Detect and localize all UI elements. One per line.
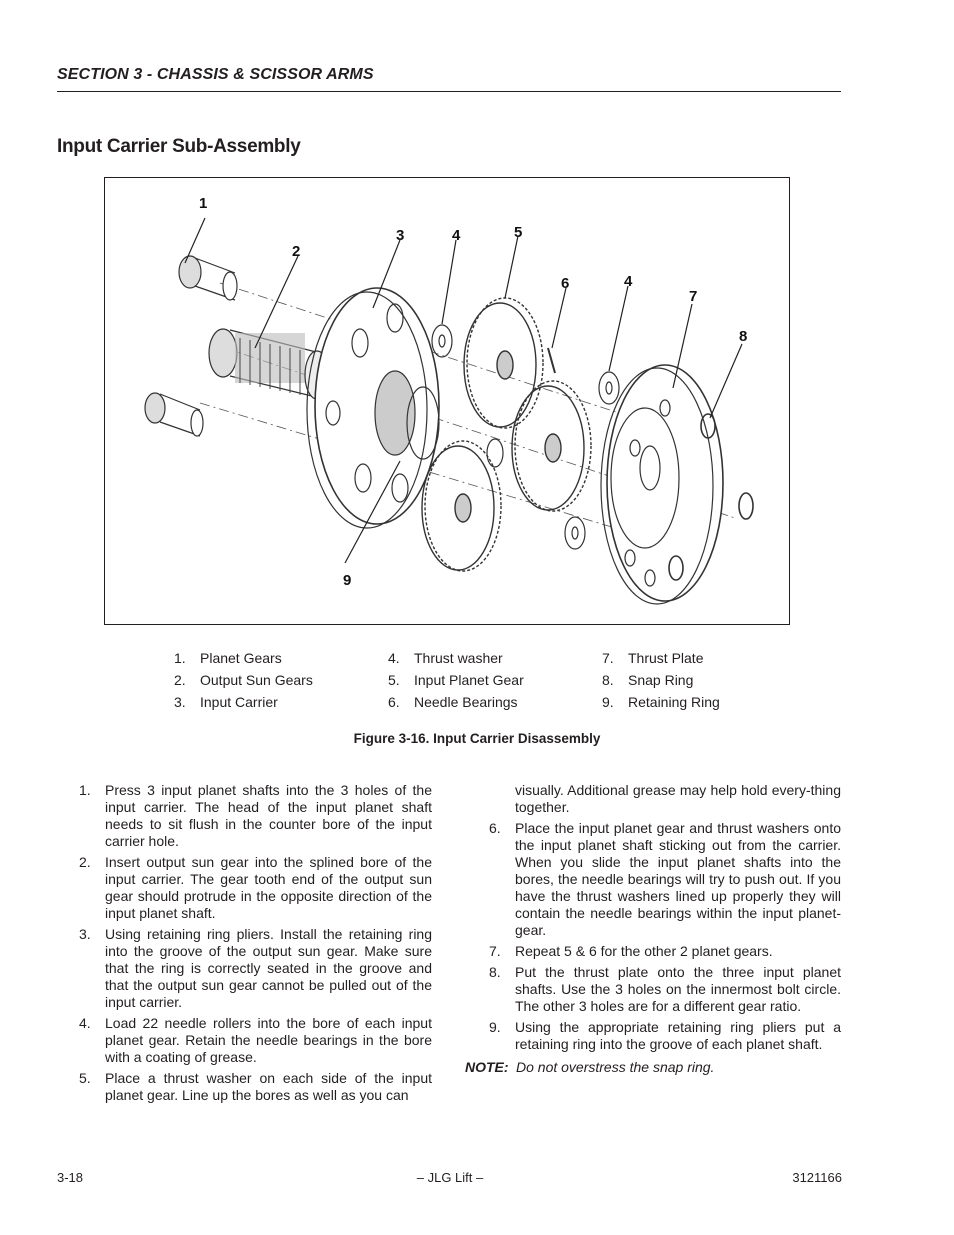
step-text: Load 22 needle rollers into the bore of each input planet gear. Retain the needle bearings in the bore with a coating of grease. (105, 1015, 432, 1065)
procedure-step (489, 1019, 841, 1053)
legend-num: 3. (174, 694, 186, 710)
steps-left-column (79, 782, 432, 1108)
procedure-step (79, 782, 432, 850)
page-title: Input Carrier Sub-Assembly (57, 136, 301, 157)
step-number: 9. (489, 1019, 501, 1035)
steps-right-column (465, 782, 841, 1075)
legend-num: 9. (602, 694, 614, 710)
legend-num: 4. (388, 650, 400, 666)
callout-9: 9 (343, 572, 352, 589)
legend-label: Thrust Plate (628, 650, 704, 666)
legend-label: Needle Bearings (414, 694, 518, 710)
step-number: 6. (489, 820, 501, 836)
legend-num: 1. (174, 650, 186, 666)
step-text: Place the input planet gear and thrust washers onto the input planet shaft sticking out from the carrier. When you slide the input planet shafts into the bores, the needle bearings will try to push out. If you have the thrust washers lined up properly they will contain the needle bearings within the input planet-gear. (515, 820, 841, 938)
step-text: Press 3 input planet shafts into the 3 holes of the input carrier. The head of the input planet shaft needs to sit flush in the counter bore of the input carrier hole. (105, 782, 432, 849)
step-text: Using the appropriate retaining ring pliers put a retaining ring into the groove of each planet shaft. (515, 1019, 841, 1052)
callout-3: 3 (396, 227, 405, 244)
step-number: 2. (79, 854, 91, 870)
callout-2: 2 (292, 243, 301, 260)
step-number: 5. (79, 1070, 91, 1086)
legend-label: Input Carrier (200, 694, 278, 710)
note-text: Do not overstress the snap ring. (516, 1059, 715, 1075)
step-5-continuation: visually. Additional grease may help hold every-thing together. (515, 782, 841, 815)
step-text: Using retaining ring pliers. Install the retaining ring into the groove of the output sun gear. Make sure that the ring is correctly seated in the groove and that the output sun gear cannot be pulled out of the input carrier. (105, 926, 432, 1010)
legend-num: 2. (174, 672, 186, 688)
step-text: Place a thrust washer on each side of the input planet gear. Line up the bores as well as you can (105, 1070, 432, 1103)
legend-label: Thrust washer (414, 650, 503, 666)
step-number: 8. (489, 964, 501, 980)
procedure-step (489, 964, 841, 1015)
header-rule (57, 91, 841, 92)
procedure-step (79, 1015, 432, 1066)
legend-label: Input Planet Gear (414, 672, 524, 688)
procedure-step (79, 926, 432, 1011)
footer-publisher: – JLG Lift – (416, 1170, 484, 1185)
procedure-step (489, 820, 841, 939)
figure-caption: Figure 3-16. Input Carrier Disassembly (353, 731, 601, 746)
callout-4b: 4 (624, 273, 633, 290)
legend-num: 8. (602, 672, 614, 688)
callout-6: 6 (561, 275, 570, 292)
legend-label: Snap Ring (628, 672, 694, 688)
legend-label: Planet Gears (200, 650, 282, 666)
needle-bearing (548, 348, 555, 373)
callout-4: 4 (452, 227, 461, 244)
input-carrier (307, 288, 439, 528)
step-number: 1. (79, 782, 91, 798)
step-text: Insert output sun gear into the splined bore of the input carrier. The gear tooth end of the output sun gear should protrude in the opposite direction of the input planet shaft. (105, 854, 432, 921)
legend-num: 6. (388, 694, 400, 710)
callout-8: 8 (739, 328, 748, 345)
step-text: Repeat 5 & 6 for the other 2 planet gears. (515, 943, 773, 959)
figure-illustration (104, 177, 790, 625)
note-label: NOTE: (465, 1059, 509, 1075)
legend-label: Output Sun Gears (200, 672, 313, 688)
thrust-plate (601, 365, 723, 604)
step-number: 4. (79, 1015, 91, 1031)
procedure-step (79, 1070, 432, 1104)
page-number: 3-18 (57, 1170, 84, 1185)
procedure-step (489, 943, 841, 960)
callout-7: 7 (689, 288, 698, 305)
procedure-step (79, 854, 432, 922)
step-text: Put the thrust plate onto the three input planet shafts. Use the 3 holes on the innermost bolt circle. The other 3 holes are for a different gear ratio. (515, 964, 841, 1014)
exploded-view-drawing (105, 178, 789, 624)
planet-shaft-bottom (145, 393, 203, 436)
legend-label: Retaining Ring (628, 694, 720, 710)
callout-1: 1 (199, 195, 208, 212)
section-header: SECTION 3 - CHASSIS & SCISSOR ARMS (57, 66, 374, 83)
callout-5: 5 (514, 224, 523, 241)
legend-num: 5. (388, 672, 400, 688)
document-number: 3121166 (792, 1170, 842, 1185)
step-number: 7. (489, 943, 501, 959)
step-number: 3. (79, 926, 91, 942)
legend-num: 7. (602, 650, 614, 666)
planet-shaft-top (179, 256, 237, 300)
